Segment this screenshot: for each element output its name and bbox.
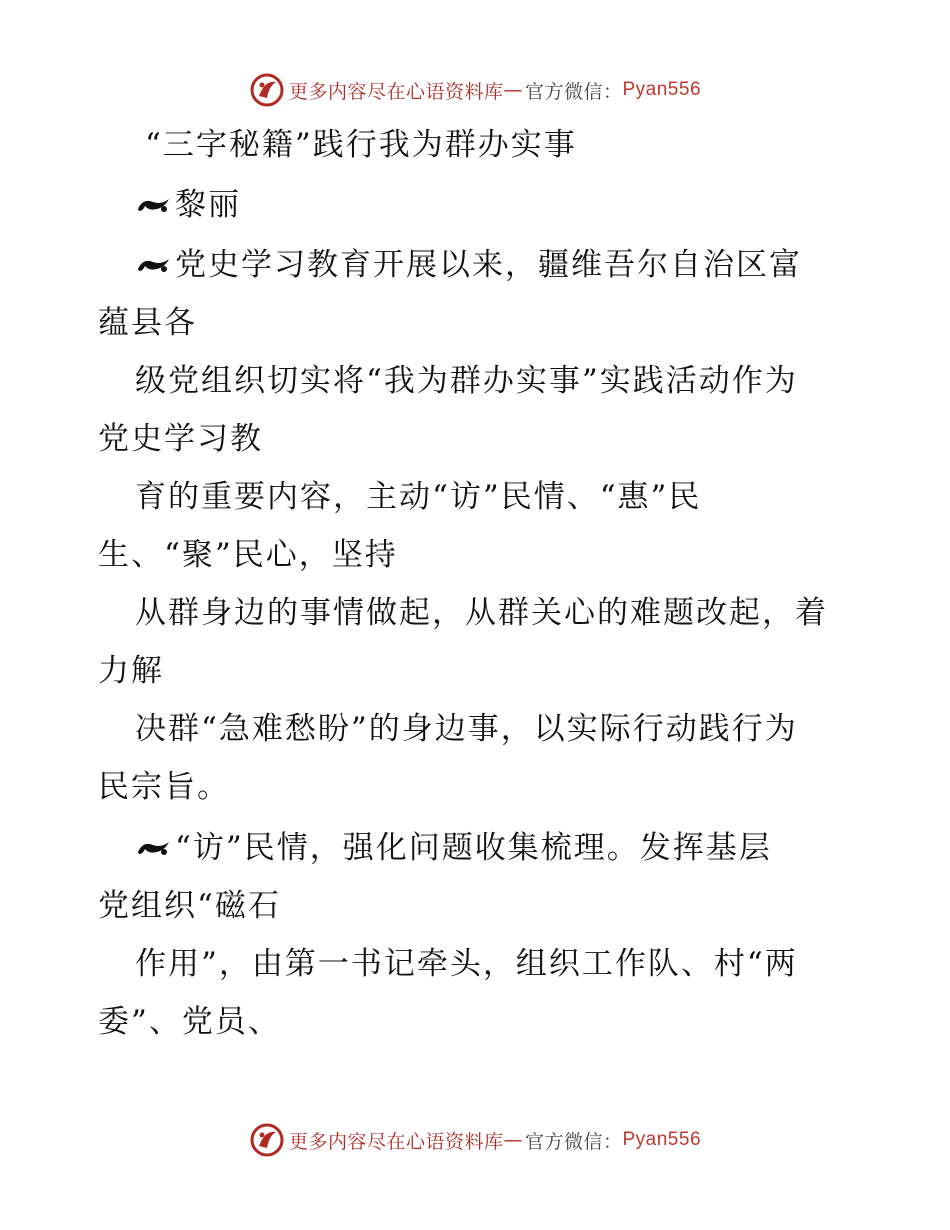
paragraph-line: 育的重要内容，主动“访”民情、“惠”民	[135, 479, 702, 515]
paragraph-line: 党史学习教	[98, 421, 263, 457]
banner-dash: —	[503, 1129, 523, 1151]
paragraph-line: 力解	[98, 653, 164, 689]
paragraph-line: 民宗旨。	[98, 769, 230, 805]
logo-seal-icon	[249, 1122, 285, 1158]
header-banner	[0, 70, 950, 110]
fleuron-bullet-icon	[135, 837, 173, 859]
fleuron-bullet-icon	[135, 194, 173, 216]
paragraph-line: 生、“聚”民心，坚持	[98, 537, 398, 573]
paragraph-line: 从群身边的事情做起，从群关心的难题改起，着	[135, 595, 828, 631]
banner-dash: —	[503, 79, 523, 101]
banner-site-text: 更多内容尽在心语资料库	[288, 80, 504, 103]
banner-wechat-id: Pyan556	[622, 79, 702, 100]
document-title: “三字秘籍”践行我为群办实事	[145, 127, 577, 163]
banner-wechat-label: 官方微信：	[524, 80, 623, 103]
paragraph-line: 党组织“磁石	[98, 888, 281, 924]
logo-seal-icon	[249, 72, 285, 108]
author-line	[135, 185, 935, 225]
paragraph-line: 决群“急难愁盼”的身边事，以实际行动践行为	[135, 711, 798, 747]
paragraph-line	[135, 828, 935, 868]
paragraph-line: 级党组织切实将“我为群办实事”实践活动作为	[135, 363, 798, 399]
paragraph-line	[135, 245, 935, 285]
footer-banner	[0, 1120, 950, 1160]
author-name: 黎丽	[175, 187, 241, 223]
paragraph-line: 委”、党员、	[98, 1004, 281, 1040]
paragraph-text: “访”民情，强化问题收集梳理。发挥基层	[175, 830, 772, 866]
fleuron-bullet-icon	[135, 254, 173, 276]
banner-wechat-id: Pyan556	[622, 1129, 702, 1150]
paragraph-line: 作用”，由第一书记牵头，组织工作队、村“两	[135, 946, 798, 982]
paragraph-text: 党史学习教育开展以来，疆维吾尔自治区富	[175, 247, 802, 283]
paragraph-line: 蕴县各	[98, 305, 197, 341]
banner-wechat-label: 官方微信：	[524, 1130, 623, 1153]
banner-site-text: 更多内容尽在心语资料库	[288, 1130, 504, 1153]
